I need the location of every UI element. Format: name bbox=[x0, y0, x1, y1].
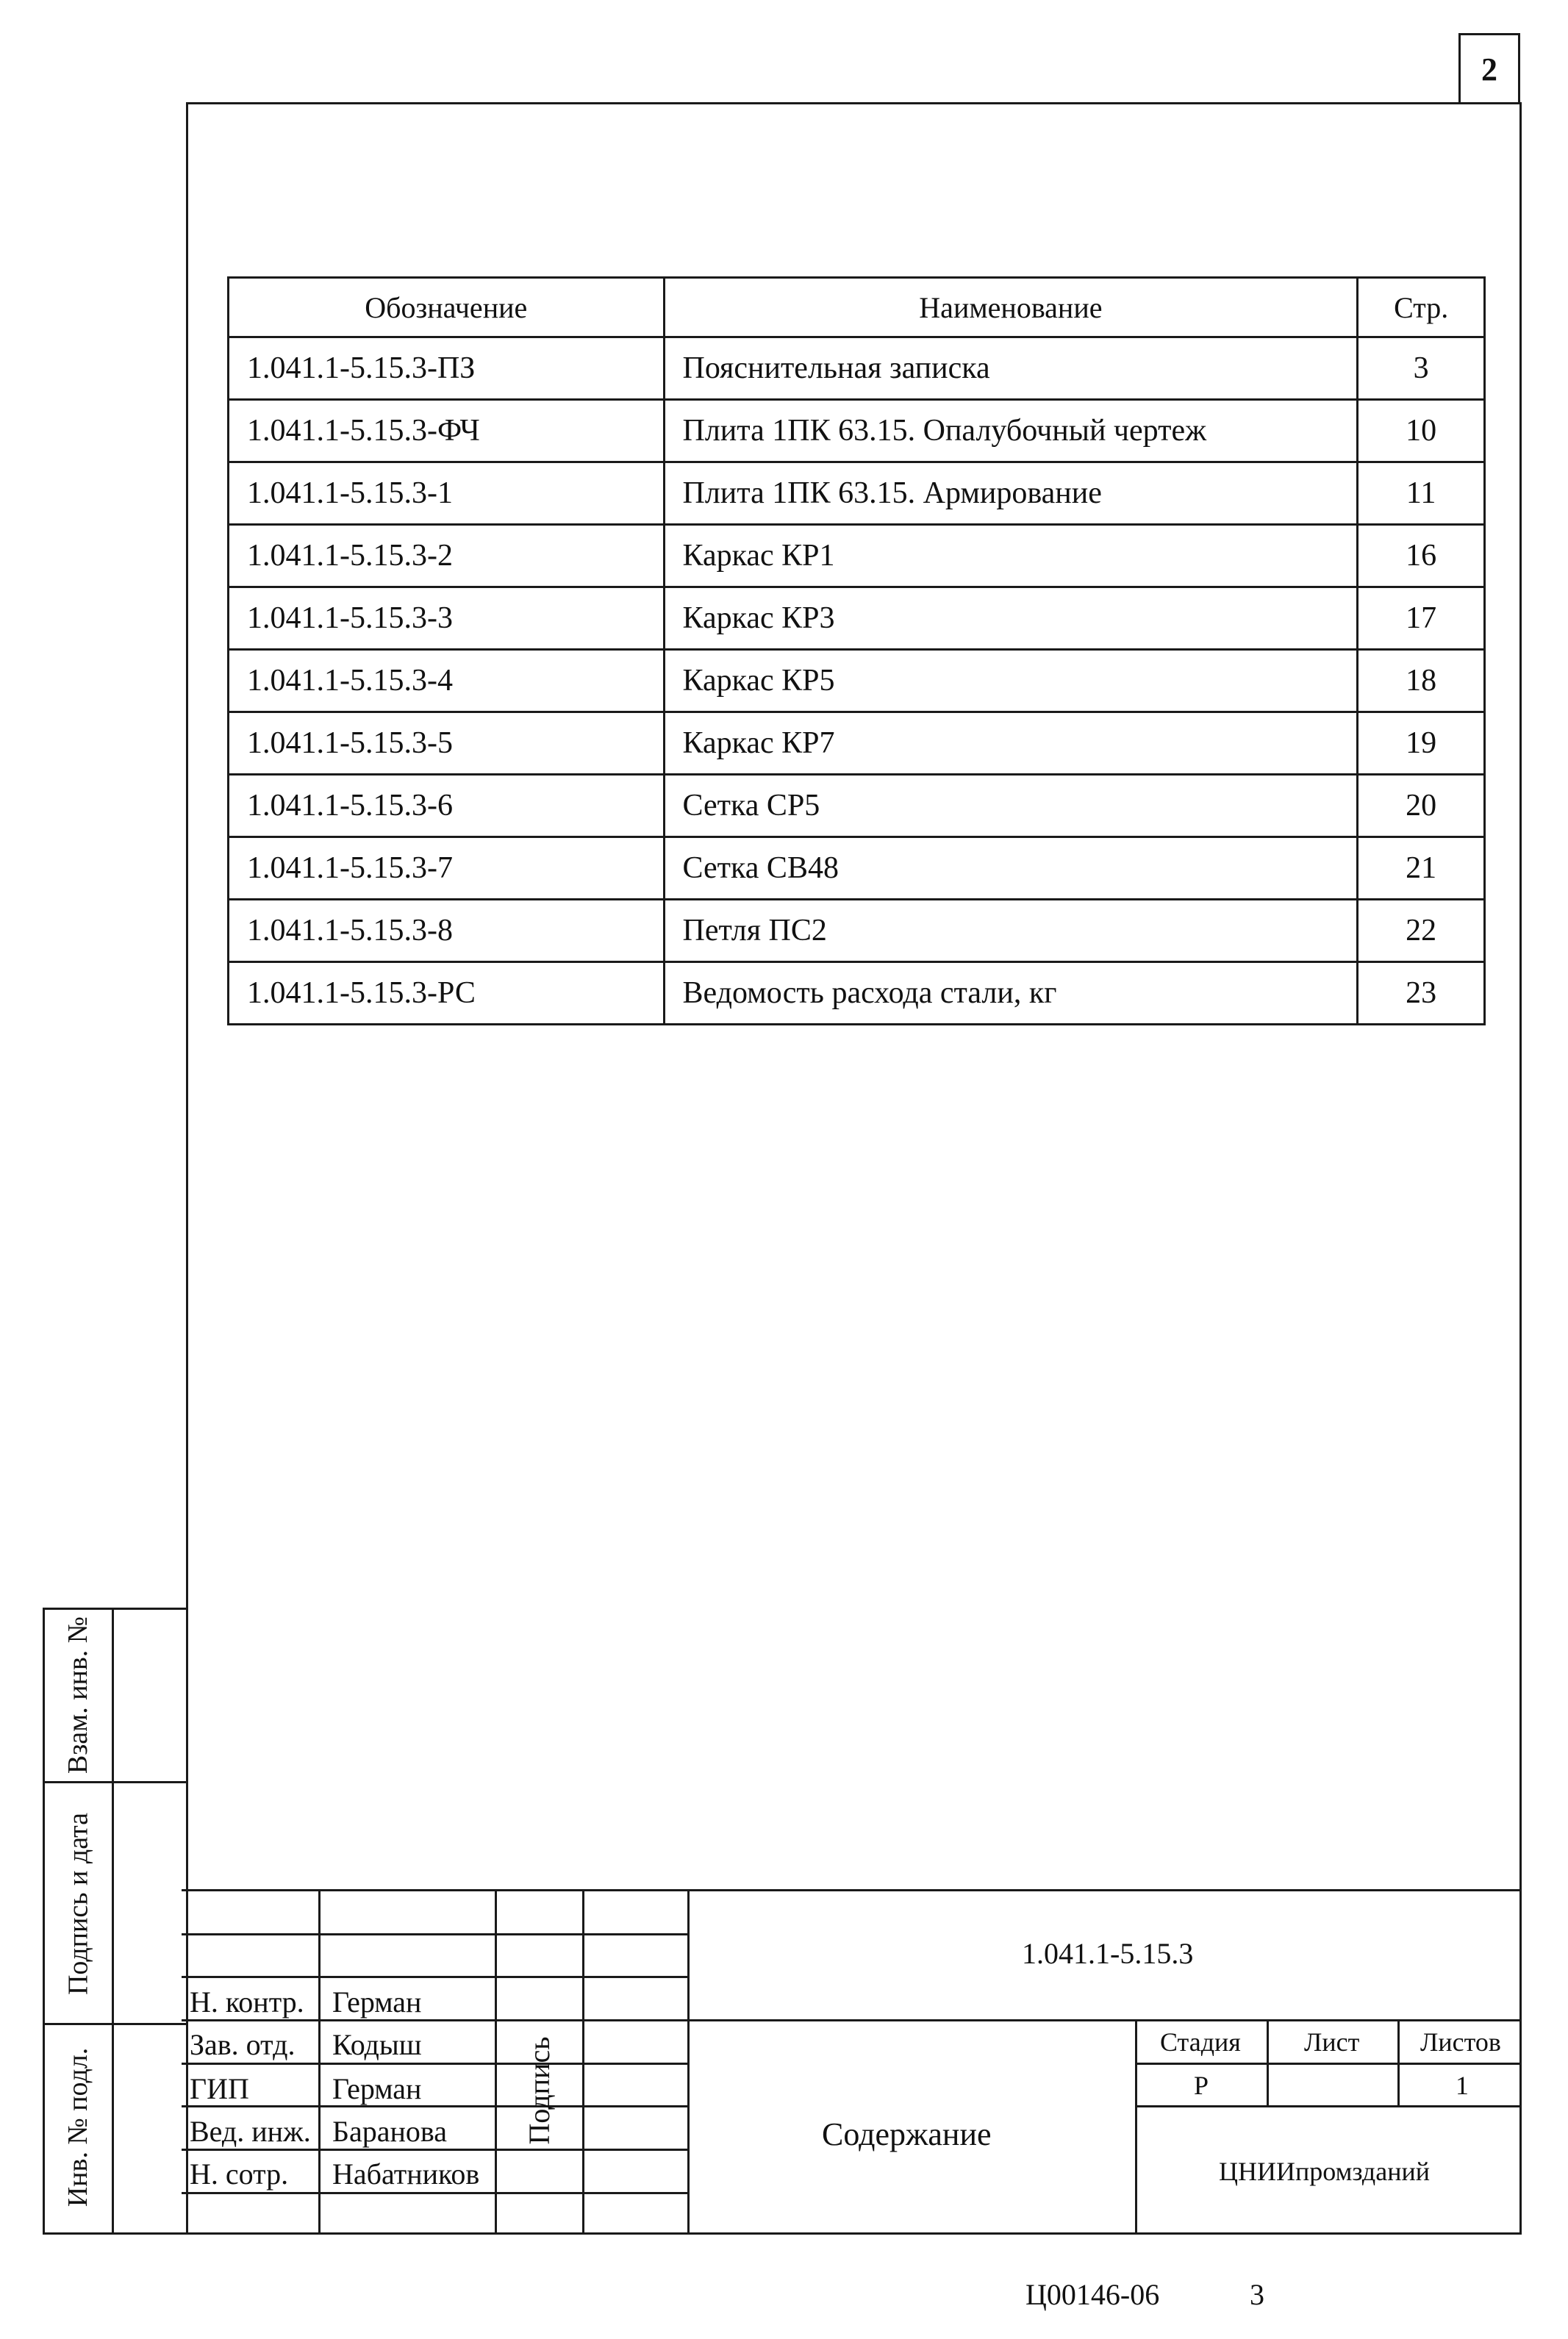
document-title: Содержание bbox=[822, 2116, 992, 2152]
stage-value: Р bbox=[1194, 2071, 1209, 2100]
row-designation: 1.041.1-5.15.3-РС bbox=[229, 962, 665, 1025]
table-row bbox=[229, 837, 1485, 900]
table-row bbox=[229, 650, 1485, 712]
table-row bbox=[229, 587, 1485, 650]
sheets-label: Листов bbox=[1420, 2027, 1501, 2057]
row-designation: 1.041.1-5.15.3-4 bbox=[229, 650, 665, 712]
role-name: Герман bbox=[332, 1985, 422, 2019]
signature-label: Подпись bbox=[523, 2036, 556, 2145]
row-name: Пояснительная записка bbox=[664, 337, 1358, 400]
row-designation: 1.041.1-5.15.3-3 bbox=[229, 587, 665, 650]
table-row bbox=[229, 900, 1485, 962]
row-designation: 1.041.1-5.15.3-2 bbox=[229, 525, 665, 587]
sheets-value: 1 bbox=[1456, 2071, 1469, 2100]
table-row bbox=[229, 712, 1485, 775]
row-name: Плита 1ПК 63.15. Армирование bbox=[664, 462, 1358, 525]
row-designation: 1.041.1-5.15.3-5 bbox=[229, 712, 665, 775]
row-designation: 1.041.1-5.15.3-1 bbox=[229, 462, 665, 525]
header-page: Стр. bbox=[1358, 278, 1485, 337]
table-header-row bbox=[229, 278, 1485, 337]
row-page: 17 bbox=[1358, 587, 1485, 650]
role-label: Зав. отд. bbox=[190, 2028, 296, 2061]
document-code: 1.041.1-5.15.3 bbox=[1022, 1937, 1194, 1970]
replaced-inv-label: Взам. инв. № bbox=[62, 1616, 93, 1774]
row-name: Петля ПС2 bbox=[664, 900, 1358, 962]
table-row bbox=[229, 462, 1485, 525]
row-page: 11 bbox=[1358, 462, 1485, 525]
sheet-label: Лист bbox=[1304, 2027, 1360, 2057]
role-label: Н. сотр. bbox=[190, 2157, 289, 2191]
footer-code: Ц00146-06 bbox=[1025, 2278, 1160, 2311]
row-page: 10 bbox=[1358, 400, 1485, 462]
role-label: Н. контр. bbox=[190, 1985, 304, 2019]
stage-label: Стадия bbox=[1160, 2027, 1241, 2057]
table-row bbox=[229, 962, 1485, 1025]
row-page: 16 bbox=[1358, 525, 1485, 587]
header-designation: Обозначение bbox=[229, 278, 665, 337]
role-label: ГИП bbox=[190, 2072, 249, 2105]
role-name: Набатников bbox=[332, 2157, 480, 2191]
original-inv-label: Инв. № подл. bbox=[62, 2047, 93, 2207]
row-page: 19 bbox=[1358, 712, 1485, 775]
row-name: Каркас КР1 bbox=[664, 525, 1358, 587]
row-name: Каркас КР3 bbox=[664, 587, 1358, 650]
role-name: Кодыш bbox=[332, 2028, 422, 2061]
row-page: 22 bbox=[1358, 900, 1485, 962]
signature-date-label: Подпись и дата bbox=[62, 1812, 94, 1996]
role-label: Вед. инж. bbox=[190, 2115, 311, 2148]
row-name: Сетка СР5 bbox=[664, 775, 1358, 837]
role-name: Герман bbox=[332, 2072, 422, 2105]
role-name: Баранова bbox=[332, 2115, 447, 2148]
row-name: Каркас КР7 bbox=[664, 712, 1358, 775]
row-page: 23 bbox=[1358, 962, 1485, 1025]
row-page: 20 bbox=[1358, 775, 1485, 837]
row-designation: 1.041.1-5.15.3-7 bbox=[229, 837, 665, 900]
table-row bbox=[229, 775, 1485, 837]
row-designation: 1.041.1-5.15.3-6 bbox=[229, 775, 665, 837]
row-page: 3 bbox=[1358, 337, 1485, 400]
row-designation: 1.041.1-5.15.3-ПЗ bbox=[229, 337, 665, 400]
table-row bbox=[229, 400, 1485, 462]
contents-table bbox=[227, 276, 1486, 1025]
header-name: Наименование bbox=[664, 278, 1358, 337]
table-row bbox=[229, 337, 1485, 400]
row-page: 18 bbox=[1358, 650, 1485, 712]
row-designation: 1.041.1-5.15.3-8 bbox=[229, 900, 665, 962]
table-row bbox=[229, 525, 1485, 587]
row-name: Ведомость расхода стали, кг bbox=[664, 962, 1358, 1025]
page-number: 2 bbox=[1458, 33, 1520, 104]
organization-name: ЦНИИпромзданий bbox=[1219, 2157, 1431, 2186]
row-name: Каркас КР5 bbox=[664, 650, 1358, 712]
row-name: Плита 1ПК 63.15. Опалубочный чертеж bbox=[664, 400, 1358, 462]
footer-page: 3 bbox=[1250, 2278, 1264, 2311]
row-name: Сетка СВ48 bbox=[664, 837, 1358, 900]
row-designation: 1.041.1-5.15.3-ФЧ bbox=[229, 400, 665, 462]
row-page: 21 bbox=[1358, 837, 1485, 900]
